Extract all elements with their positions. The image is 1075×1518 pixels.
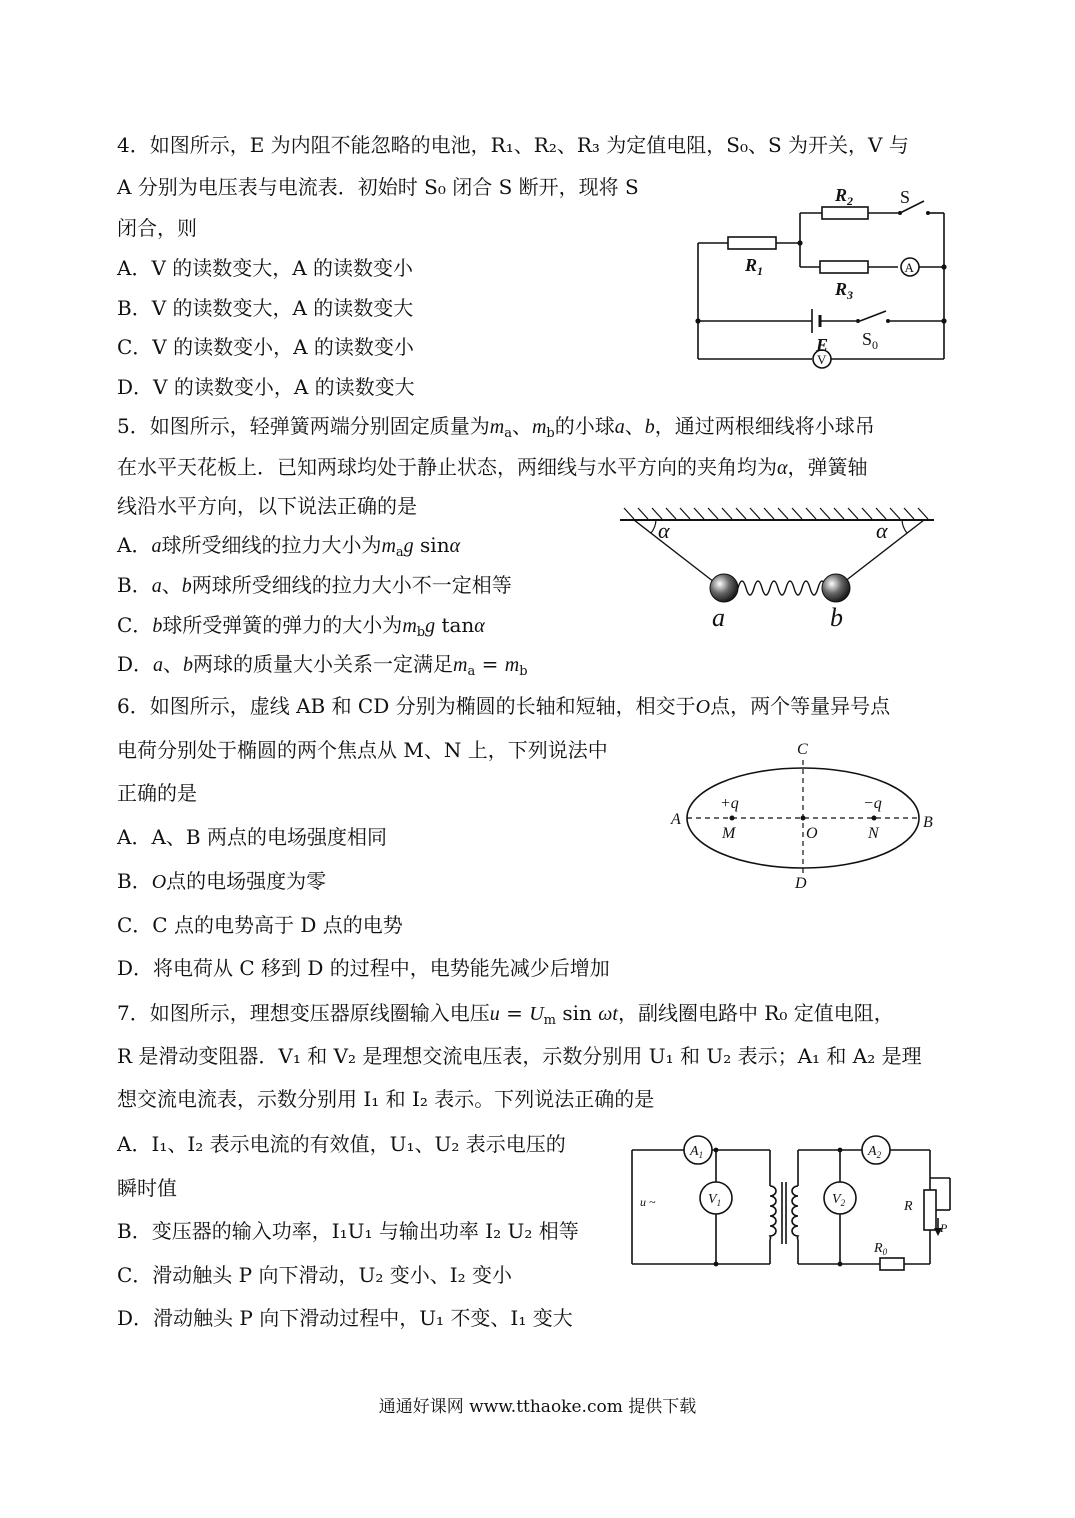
q5-ball-a-label: a: [712, 603, 725, 632]
q7-line-3: 想交流电流表，示数分别用 I₁ 和 I₂ 表示。下列说法正确的是: [117, 1087, 655, 1111]
q6-option-c: C．C 点的电势高于 D 点的电势: [117, 913, 403, 937]
q6-label-o: O: [806, 825, 818, 842]
q7-ammeter-a2: $A_2$: [868, 1144, 882, 1160]
q6-label-plus-q: +q: [720, 795, 739, 812]
q7-line-2: R 是滑动变阻器．V₁ 和 V₂ 是理想交流电压表，示数分别用 U₁ 和 U₂ 表示；A₁ 和 A₂ 是理: [117, 1044, 922, 1068]
q4-voltmeter-label: V: [817, 352, 827, 367]
q4-line-1: 4．如图所示，E 为内阻不能忽略的电池，R₁、R₂、R₃ 为定值电阻，S₀、S 为开关，V 与: [117, 133, 909, 157]
q7-label-p: P: [940, 1221, 948, 1235]
q5-line-1: 5．如图所示，轻弹簧两端分别固定质量为$m_a$、$m_b$的小球a、b，通过两根细线将小球吊: [117, 414, 875, 441]
q4-label-r2: $R_2$: [835, 185, 854, 208]
q4-option-a: A．V 的读数变大，A 的读数变小: [117, 256, 414, 280]
q4-option-d: D．V 的读数变小，A 的读数变大: [117, 375, 415, 399]
q7-option-b: B．变压器的输入功率，I₁U₁ 与输出功率 I₂ U₂ 相等: [117, 1219, 579, 1243]
q6-option-b: B．O点的电场强度为零: [117, 869, 327, 893]
q4-option-b: B．V 的读数变大，A 的读数变大: [117, 296, 414, 320]
q6-ellipse-diagram: [665, 738, 945, 890]
q5-ball-b-label: b: [830, 603, 843, 632]
q5-option-c: C．b球所受弹簧的弹力的大小为$m_bg$ tanα: [117, 613, 485, 640]
q5-line-3: 线沿水平方向，以下说法正确的是: [117, 494, 417, 518]
q6-label-d: D: [795, 875, 807, 890]
q7-option-a-2: 瞬时值: [117, 1176, 177, 1200]
q6-label-minus-q: −q: [863, 795, 882, 812]
q7-line-1: 7．如图所示，理想变压器原线圈输入电压$u = U_m$ sin ωt，副线圈电路中 R₀ 定值电阻，: [117, 1001, 894, 1028]
q6-label-b: B: [923, 814, 933, 831]
q7-option-a-1: A．I₁、I₂ 表示电流的有效值，U₁、U₂ 表示电压的: [117, 1132, 566, 1156]
q4-ammeter-label: A: [904, 260, 914, 275]
q6-line-2: 电荷分别处于椭圆的两个焦点从 M、N 上，下列说法中: [117, 738, 608, 762]
q6-line-3: 正确的是: [117, 781, 197, 805]
q6-option-a: A．A、B 两点的电场强度相同: [117, 825, 387, 849]
q7-option-d: D．滑动触头 P 向下滑动过程中，U₁ 不变、I₁ 变大: [117, 1306, 573, 1330]
page-footer: 通通好课网 www.tthaoke.com 提供下载: [378, 1397, 697, 1417]
q7-voltmeter-v2: $V_2$: [832, 1192, 846, 1208]
q6-label-a: A: [671, 811, 681, 828]
q7-voltmeter-v1: $V_1$: [708, 1192, 722, 1208]
q4-label-s: S: [900, 187, 911, 207]
q6-line-1: 6．如图所示，虚线 AB 和 CD 分别为椭圆的长轴和短轴，相交于O点，两个等量异号点: [117, 694, 891, 718]
q7-label-r0: $R_0$: [874, 1241, 888, 1257]
q5-option-a: A．a球所受细线的拉力大小为$m_ag$ sinα: [117, 533, 461, 560]
q5-line-2: 在水平天花板上．已知两球均处于静止状态，两细线与水平方向的夹角均为α，弹簧轴: [117, 455, 868, 479]
q6-label-c: C: [797, 741, 808, 758]
q6-label-m: M: [722, 825, 736, 842]
q4-line-3: 闭合，则: [117, 216, 197, 240]
q6-label-n: N: [868, 825, 879, 842]
q4-label-e: E: [816, 335, 829, 355]
q5-option-b: B．a、b两球所受细线的拉力大小不一定相等: [117, 573, 512, 597]
q7-label-r: R: [904, 1199, 913, 1214]
q5-alpha-right: α: [876, 518, 888, 543]
q4-label-r3: $R_3$: [835, 279, 854, 302]
q5-spring-diagram: [612, 500, 942, 640]
q4-label-r1: $R_1$: [745, 255, 764, 278]
q5-option-d: D．a、b两球的质量大小关系一定满足$m_a = m_b$: [117, 652, 528, 679]
q4-line-2: A 分别为电压表与电流表．初始时 S₀ 闭合 S 断开，现将 S: [117, 175, 639, 199]
q7-transformer-diagram: [618, 1128, 958, 1288]
q5-alpha-left: α: [658, 518, 670, 543]
q7-option-c: C．滑动触头 P 向下滑动，U₂ 变小、I₂ 变小: [117, 1263, 512, 1287]
q6-option-d: D．将电荷从 C 移到 D 的过程中，电势能先减少后增加: [117, 956, 610, 980]
q4-label-s0: $S_0$: [862, 329, 879, 352]
q7-source-label: u ~: [640, 1195, 656, 1209]
q4-option-c: C．V 的读数变小，A 的读数变小: [117, 335, 414, 359]
q4-circuit-diagram: [690, 185, 960, 375]
q7-ammeter-a1: $A_1$: [690, 1144, 704, 1160]
